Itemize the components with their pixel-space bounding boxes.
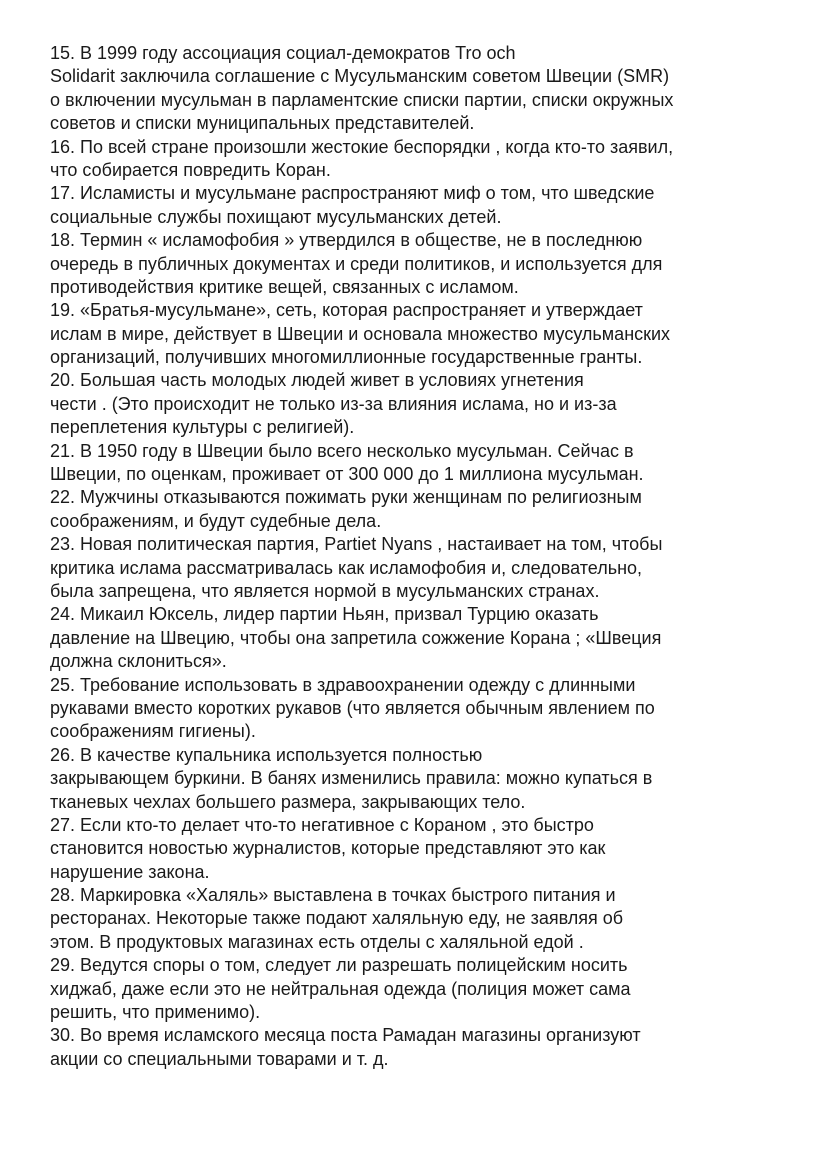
text-line: 30. Во время исламского месяца поста Рамадан магазины организуют [50,1025,641,1046]
text-line: 29. Ведутся споры о том, следует ли разрешать полицейским носить [50,955,628,976]
text-line: 17. Исламисты и мусульмане распространяют миф о том, что шведские [50,183,655,204]
text-line: нарушение закона. [50,861,210,882]
text-line: соображениям, и будут судебные дела. [50,510,382,531]
text-line: Швеции, по оценкам, проживает от 300 000 до 1 миллиона мусульман. [50,464,644,485]
text-line: о включении мусульман в парламентские списки партии, списки окружных [50,89,674,110]
text-line: закрывающем буркини. В банях изменились правила: можно купаться в [50,768,653,789]
text-line: 24. Микаил Юксель, лидер партии Ньян, призвал Турцию оказать [50,604,599,625]
text-line: тканевых чехлах большего размера, закрывающих тело. [50,791,526,812]
text-line: очередь в публичных документах и среди политиков, и используется для [50,253,663,274]
text-line: соображениям гигиены). [50,721,256,742]
text-line: 21. В 1950 году в Швеции было всего несколько мусульман. Сейчас в [50,440,634,461]
text-line: рукавами вместо коротких рукавов (что является обычным явлением по [50,697,655,718]
text-line: ресторанах. Некоторые также подают халяльную еду, не заявляя об [50,908,624,929]
text-line: этом. В продуктовых магазинах есть отделы с халяльной едой . [50,931,584,952]
text-line: давление на Швецию, чтобы она запретила сожжение Корана ; «Швеция [50,627,662,648]
text-line: хиджаб, даже если это не нейтральная одежда (полиция может сама [50,978,631,999]
text-line: 25. Требование использовать в здравоохранении одежду с длинными [50,674,636,695]
text-line: 28. Маркировка «Халяль» выставлена в точках быстрого питания и [50,885,616,906]
text-line: решить, что применимо). [50,1002,261,1023]
text-line: 23. Новая политическая партия, Partiet Nyans , настаивает на том, чтобы [50,534,663,555]
document-body [50,42,790,1071]
text-line: 22. Мужчины отказываются пожимать руки женщинам по религиозным [50,487,642,508]
text-line: советов и списки муниципальных представителей. [50,113,475,134]
text-line: 15. В 1999 году ассоциация социал-демократов Tro och [50,43,516,63]
text-line: чести . (Это происходит не только из-за влияния ислама, но и из-за [50,393,617,414]
text-line: 19. «Братья-мусульмане», сеть, которая распространяет и утверждает [50,300,643,321]
text-line: 27. Если кто-то делает что-то негативное с Кораном , это быстро [50,814,594,835]
text-line: противодействия критике вещей, связанных с исламом. [50,276,519,297]
text-line: ислам в мире, действует в Швеции и основала множество мусульманских [50,323,671,344]
text-line: социальные службы похищают мусульманских детей. [50,206,502,227]
text-line: 26. В качестве купальника используется полностью [50,744,483,765]
text-line: критика ислама рассматривалась как исламофобия и, следовательно, [50,557,643,578]
text-line: была запрещена, что является нормой в мусульманских странах. [50,580,600,601]
text-line: 18. Термин « исламофобия » утвердился в обществе, не в последнюю [50,230,643,251]
text-line: организаций, получивших многомиллионные государственные гранты. [50,347,643,368]
text-line: 16. По всей стране произошли жестокие беспорядки , когда кто-то заявил, [50,136,674,157]
text-line: должна склониться». [50,651,227,672]
text-line: 20. Большая часть молодых людей живет в условиях угнетения [50,370,584,391]
text-line: Solidarit заключила соглашение с Мусульманским советом Швеции (SMR) [50,66,670,87]
text-line: переплетения культуры с религией). [50,417,355,438]
text-line: становится новостью журналистов, которые представляют это как [50,838,606,859]
text-line: акции со специальными товарами и т. д. [50,1048,389,1069]
text-line: что собирается повредить Коран. [50,159,331,180]
